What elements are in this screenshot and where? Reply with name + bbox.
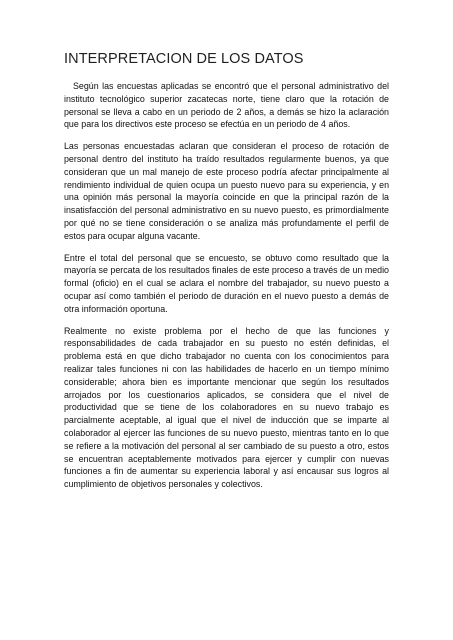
document-title: INTERPRETACION DE LOS DATOS (64, 51, 304, 67)
paragraph-2: Las personas encuestadas aclaran que consideran el proceso de rotación de personal dentro del instituto ha traído resultados regularmente buenos, ya que consideran que un mal manejo de este proceso podría afectar principalmente al rendimiento individual de quien ocupa un puesto nuevo para su experiencia, y en una opinión más personal la mayoría coincide en que la principal razón de la insatisfacción del personal administrativo en su nuevo puesto, es primordialmente por qué no se tiene consideración o se analiza más profundamente el perfil de estos para ocupar alguna vacante. (64, 141, 389, 241)
document-body (64, 80, 389, 500)
paragraph-1: Según las encuestas aplicadas se encontró que el personal administrativo del instituto tecnológico superior zacatecas norte, tiene claro que la rotación de personal se lleva a cabo en un periodo de 2 años, a demás se hizo la aclaración que para los directivos este proceso se efectúa en un periodo de 4 años. (64, 81, 389, 130)
paragraph-3: Entre el total del personal que se encuesto, se obtuvo como resultado que la mayoría se percata de los resultados finales de este proceso a través de un medio formal (oficio) en el cual se aclara el nombre del trabajador, su nuevo puesto a ocupar así como también el periodo de duración en el nuevo puesto a demás de otra información oportuna. (64, 252, 389, 314)
paragraph-4: Realmente no existe problema por el hecho de que las funciones y responsabilidades de cada trabajador en su puesto no estén definidas, el problema está en que dicho trabajador no cuenta con los conocimientos para realizar tales funciones ni con las habilidades de hacerlo en un tiempo mínimo considerable; ahora bien es importante mencionar que según los resultados arrojados por los cuestionarios aplicados, se considera que el nivel de productividad que se tiene de los colaboradores en su nuevo trabajo es parcialmente aceptable, al igual que el nivel de inducción que se imparte al colaborador al ejercer las funciones de su nuevo puesto, mientras tanto en lo que se refiere a la motivación del personal al ser cambiado de su puesto a otro, estos se encuentran aceptablemente motivados para ejercer y cumplir con nuevas funciones a fin de aumentar su experiencia laboral y así encausar sus logros al cumplimiento de objetivos personales y colectivos. (64, 325, 389, 490)
